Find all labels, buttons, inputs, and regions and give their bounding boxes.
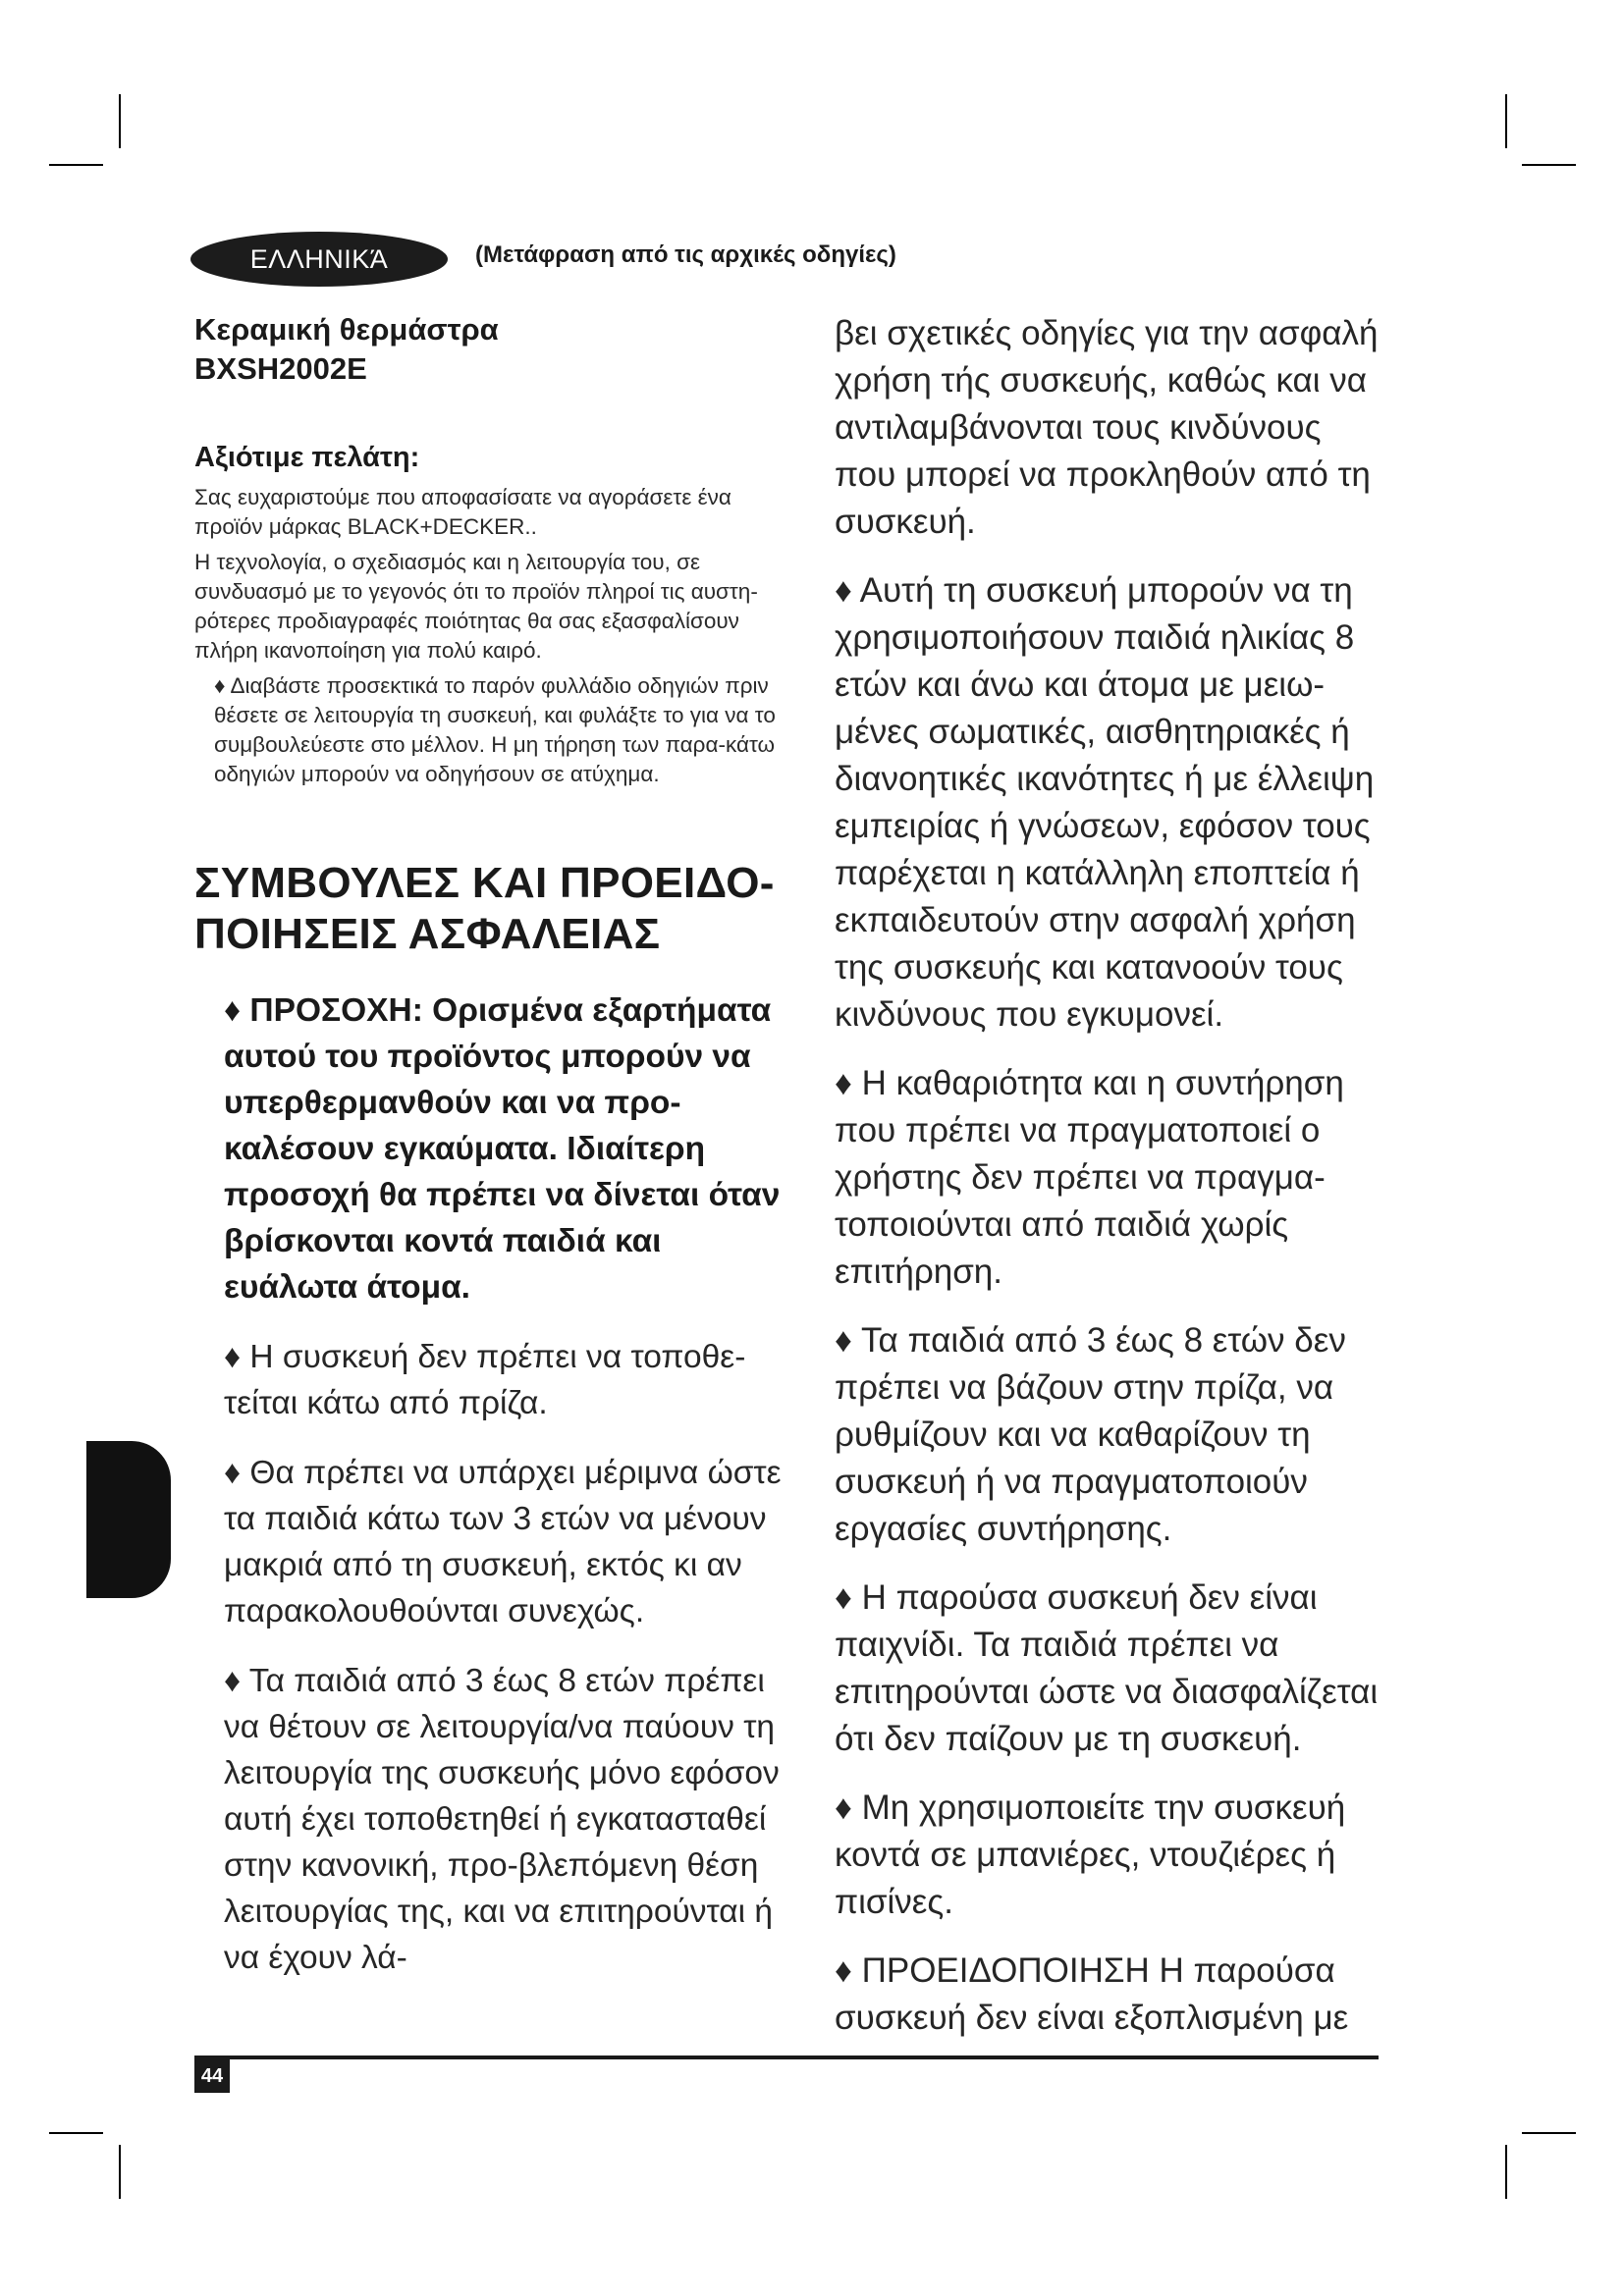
footer-rule (194, 2056, 1379, 2059)
crop-mark-bottom-right-horizontal (1522, 2132, 1576, 2134)
safety-item: ♦ Η συσκευή δεν πρέπει να τοποθε-τείται κάτω από πρίζα. (224, 1339, 746, 1421)
safety-item: ♦ Τα παιδιά από 3 έως 8 ετών δεν πρέπει να βάζουν στην πρίζα, να ρυθμίζουν και να καθαρίζουν τη συσκευή ή να πραγματοποιούν εργασίες συντήρησης. (835, 1321, 1346, 1548)
safety-item: ♦ Μη χρησιμοποιείτε την συσκευή κοντά σε μπανιέρες, ντουζιέρες ή πισίνες. (835, 1789, 1346, 1921)
greeting: Αξιότιμε πελάτη: (194, 442, 420, 473)
section-title-line-2: ΠΟΙΗΣΕΙΣ ΑΣΦΑΛΕΙΑΣ (194, 910, 661, 958)
left-column (194, 310, 784, 2004)
safety-item: ♦ Τα παιδιά από 3 έως 8 ετών πρέπει να θέτουν σε λειτουργία/να παύουν τη λειτουργία της συσκευής μόνο εφόσον αυτή έχει τοποθετηθεί ή εγκατασταθεί στην κανονική, προ-βλεπόμενη θέση λειτουργίας της, και να επιτηρούνται ή να έχουν λά- (224, 1663, 780, 1976)
translation-note: (Μετάφραση από τις αρχικές οδηγίες) (475, 241, 896, 268)
safety-item-caution: ♦ ΠΡΟΣΟΧΗ: Ορισμένα εξαρτήματα αυτού του προϊόντος μπορούν να υπερθερμανθούν και να προ-καλέσουν εγκαύματα. Ιδιαίτερη προσοχή θα πρέπει να δίνεται όταν βρίσκονται κοντά παιδιά και ευάλωτα άτομα. (224, 992, 781, 1306)
safety-item: ♦ Η παρούσα συσκευή δεν είναι παιχνίδι. Τα παιδιά πρέπει να επιτηρούνται ώστε να διασφαλίζεται ότι δεν παίζουν με τη συσκευή. (835, 1578, 1379, 1758)
safety-item: ♦ Θα πρέπει να υπάρχει μέριμνα ώστε τα παιδιά κάτω των 3 ετών να μένουν μακριά από τη συσκευή, εκτός κι αν παρακολουθούνται συνεχώς. (224, 1455, 782, 1629)
crop-mark-bottom-right-vertical (1505, 2145, 1507, 2199)
section-title-line-1: ΣΥΜΒΟΥΛΕΣ ΚΑΙ ΠΡΟΕΙΔΟ- (194, 859, 775, 907)
crop-mark-bottom-left-vertical (119, 2145, 121, 2199)
section-thumb-tab (86, 1441, 171, 1598)
crop-mark-top-right-horizontal (1522, 164, 1576, 166)
safety-item-continued: βει σχετικές οδηγίες για την ασφαλή χρήση τής συσκευής, καθώς και να αντιλαμβάνονται τους κινδύνους που μπορεί να προκληθούν από τη συσκευή. (835, 314, 1379, 541)
intro-read-note: ♦ Διαβάστε προσεκτικά το παρόν φυλλάδιο οδηγιών πριν θέσετε σε λειτουργία τη συσκευή, και φυλάξτε το για να το συμβουλεύεστε στο μέλλον. Η μη τήρηση των παρα-κάτω οδηγιών μπορούν να οδηγήσουν σε ατύχημα. (214, 673, 776, 786)
language-badge: ΕΛΛΗΝΙΚΆ (190, 232, 448, 287)
intro-thanks: Σας ευχαριστούμε που αποφασίσατε να αγοράσετε ένα προϊόν μάρκας BLACK+DECKER.. (194, 485, 731, 539)
right-column (835, 310, 1384, 2063)
product-name: Κεραμική θερμάστρα (194, 312, 499, 347)
safety-item: ♦ ΠΡΟΕΙΔΟΠΟΙΗΣΗ Η παρούσα συσκευή δεν είναι εξοπλισμένη με (835, 1951, 1349, 2037)
safety-item: ♦ Η καθαριότητα και η συντήρηση που πρέπει να πραγματοποιεί ο χρήστης δεν πρέπει να πραγμα-τοποιούνται από παιδιά χωρίς επιτήρηση. (835, 1064, 1344, 1291)
product-model: BXSH2002E (194, 351, 367, 386)
crop-mark-bottom-left-horizontal (49, 2132, 103, 2134)
safety-item: ♦ Αυτή τη συσκευή μπορούν να τη χρησιμοποιήσουν παιδιά ηλικίας 8 ετών και άνω και άτομα με μειω-μένες σωματικές, αισθητηριακές ή διανοητικές ικανότητες ή με έλλειψη εμπειρίας ή γνώσεων, εφόσον τους παρέχεται η κατάλληλη εποπτεία ή εκπαιδευτούν στην ασφαλή χρήση της συσκευής και κατανοούν τους κινδύνους που εγκυμονεί. (835, 571, 1375, 1034)
intro-technology: Η τεχνολογία, ο σχεδιασμός και η λειτουργία του, σε συνδυασμό με το γεγονός ότι το προϊόν πληροί τις αυστη-ρότερες προδιαγραφές ποιότητας θα σας εξασφαλίσουν πλήρη ικανοποίηση για πολύ καιρό. (194, 550, 758, 663)
section-title (194, 858, 784, 960)
crop-mark-top-right-vertical (1505, 94, 1507, 148)
crop-mark-top-left-vertical (119, 94, 121, 148)
crop-mark-top-left-horizontal (49, 164, 103, 166)
page-number: 44 (194, 2059, 230, 2093)
